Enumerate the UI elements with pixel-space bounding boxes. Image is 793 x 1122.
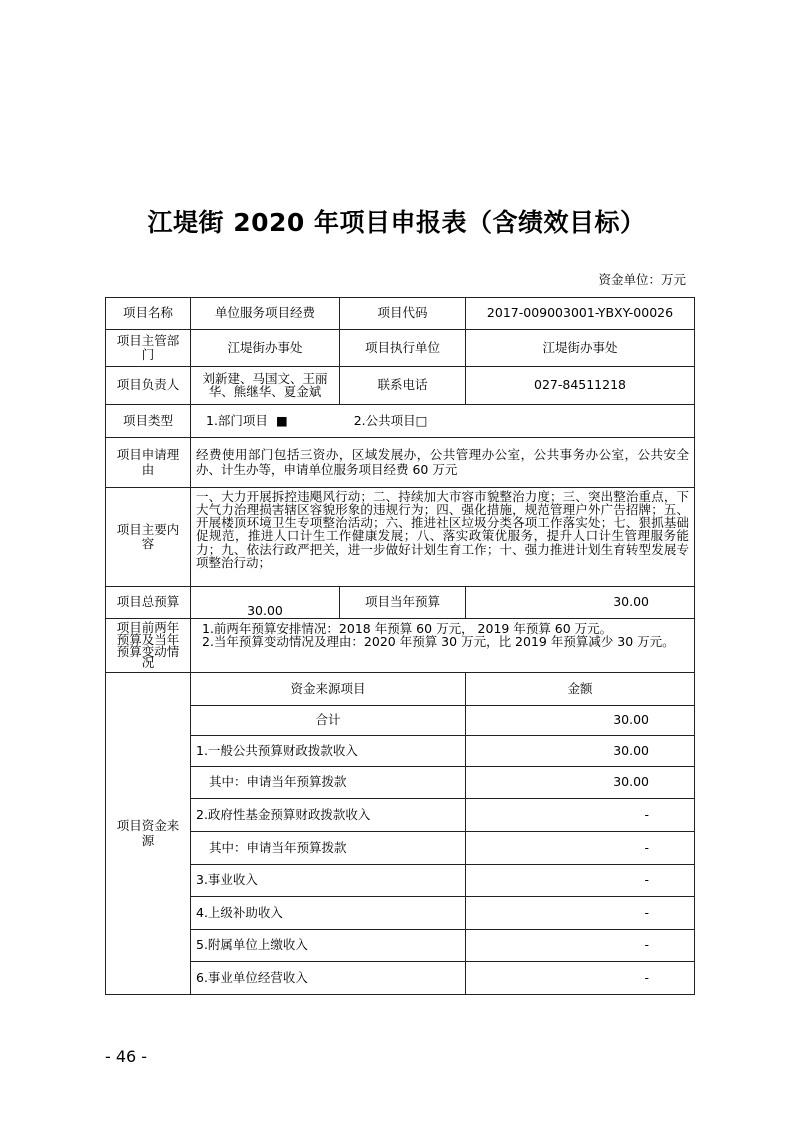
budget-change-line-1: 1.前两年预算安排情况：2018 年预算 60 万元， 2019 年预算 60 万元。: [202, 621, 613, 636]
project-application-table: [105, 297, 695, 995]
funding-item-amount: 30.00: [466, 767, 695, 799]
funding-row: [106, 930, 695, 962]
funding-item-name: 3.事业收入: [191, 865, 466, 897]
funding-row: [106, 832, 695, 865]
row-content: [106, 488, 695, 587]
budget-change-value: [191, 619, 695, 673]
row-dept: [106, 330, 695, 367]
funding-item-name: 4.上级补助收入: [191, 897, 466, 930]
funding-item-name: 1.一般公共预算财政拨款收入: [191, 736, 466, 767]
content-value: 一、大力开展拆控违飓风行动；二、持续加大市容市貌整治力度；三、突出整治重点，下大气力治理损害辖区容貌形象的违规行为；四、强化措施，规范管理户外广告招牌；五、开展楼顶环境卫生专项整治活动；六、推进社区垃圾分类各项工作落实处；七、狠抓基础促规范，推进人口计生工作健康发展；八、落实政策优服务，提升人口计生管理服务能力；九、依法行政严把关，进一步做好计划生育工作；十、强力推进计划生育转型发展专项整治行动；: [191, 488, 695, 587]
reason-label: 项目申请理由: [106, 438, 191, 488]
leader-value: 刘新建、马国文、王丽华、熊继华、夏金斌: [191, 367, 340, 405]
total-budget-value: 30.00: [191, 587, 340, 619]
exec-unit-label: 项目执行单位: [340, 330, 466, 367]
funding-item-amount: -: [466, 930, 695, 962]
year-budget-value: 30.00: [466, 587, 695, 619]
content-label: 项目主要内容: [106, 488, 191, 587]
funding-item-name: 合计: [191, 706, 466, 736]
project-code-value: 2017-009003001-YBXY-00026: [466, 298, 695, 330]
type-label: 项目类型: [106, 405, 191, 438]
phone-value: 027-84511218: [466, 367, 695, 405]
row-leader: [106, 367, 695, 405]
unchecked-box-icon[interactable]: □: [415, 412, 428, 428]
funding-item-amount: -: [466, 865, 695, 897]
project-name-label: 项目名称: [106, 298, 191, 330]
dept-label: 项目主管部门: [106, 330, 191, 367]
row-type: [106, 405, 695, 438]
checked-box-icon[interactable]: ■: [275, 412, 288, 428]
row-budget: [106, 587, 695, 619]
year-budget-label: 项目当年预算: [340, 587, 466, 619]
phone-label: 联系电话: [340, 367, 466, 405]
funding-item-amount: -: [466, 897, 695, 930]
total-budget-label: 项目总预算: [106, 587, 191, 619]
dept-value: 江堤街办事处: [191, 330, 340, 367]
funding-row: [106, 799, 695, 832]
funding-row: [106, 736, 695, 767]
type-options: [191, 405, 695, 438]
funding-item-name: 其中：申请当年预算拨款: [191, 767, 466, 799]
funding-item-amount: 30.00: [466, 736, 695, 767]
funding-header-amount: 金额: [466, 673, 695, 706]
funding-item-amount: 30.00: [466, 706, 695, 736]
funding-item-name: 6.事业单位经营收入: [191, 962, 466, 995]
funding-header-source: 资金来源项目: [191, 673, 466, 706]
page-number: - 46 -: [105, 1047, 148, 1066]
row-project-name: [106, 298, 695, 330]
funding-item-amount: -: [466, 832, 695, 865]
funding-item-name: 5.附属单位上缴收入: [191, 930, 466, 962]
funding-label: 项目资金来源: [106, 673, 191, 995]
funding-item-name: 其中：申请当年预算拨款: [191, 832, 466, 865]
reason-value: 经费使用部门包括三资办，区域发展办，公共管理办公室，公共事务办公室，公共安全办、计生办等，申请单位服务项目经费 60 万元: [191, 438, 695, 488]
funding-row: [106, 865, 695, 897]
leader-label: 项目负责人: [106, 367, 191, 405]
type-option-public: 2.公共项目: [353, 412, 416, 428]
budget-change-label: 项目前两年预算及当年预算变动情况: [106, 619, 191, 673]
budget-change-line-2: 2.当年预算变动情况及理由：2020 年预算 30 万元，比 2019 年预算减少 30 万元。: [202, 634, 675, 650]
exec-unit-value: 江堤街办事处: [466, 330, 695, 367]
funding-row: [106, 897, 695, 930]
funding-header-row: [106, 673, 695, 706]
currency-unit-label: 资金单位：万元: [598, 272, 686, 287]
funding-item-amount: -: [466, 799, 695, 832]
type-option-dept: 1.部门项目: [206, 412, 268, 428]
row-budget-change: [106, 619, 695, 673]
project-code-label: 项目代码: [340, 298, 466, 330]
funding-row: [106, 706, 695, 736]
funding-row: [106, 962, 695, 995]
funding-row: [106, 767, 695, 799]
project-name-value: 单位服务项目经费: [191, 298, 340, 330]
funding-item-amount: -: [466, 962, 695, 995]
page-title: 江堤街 2020 年项目申报表（含绩效目标）: [147, 208, 646, 237]
row-reason: [106, 438, 695, 488]
funding-item-name: 2.政府性基金预算财政拨款收入: [191, 799, 466, 832]
